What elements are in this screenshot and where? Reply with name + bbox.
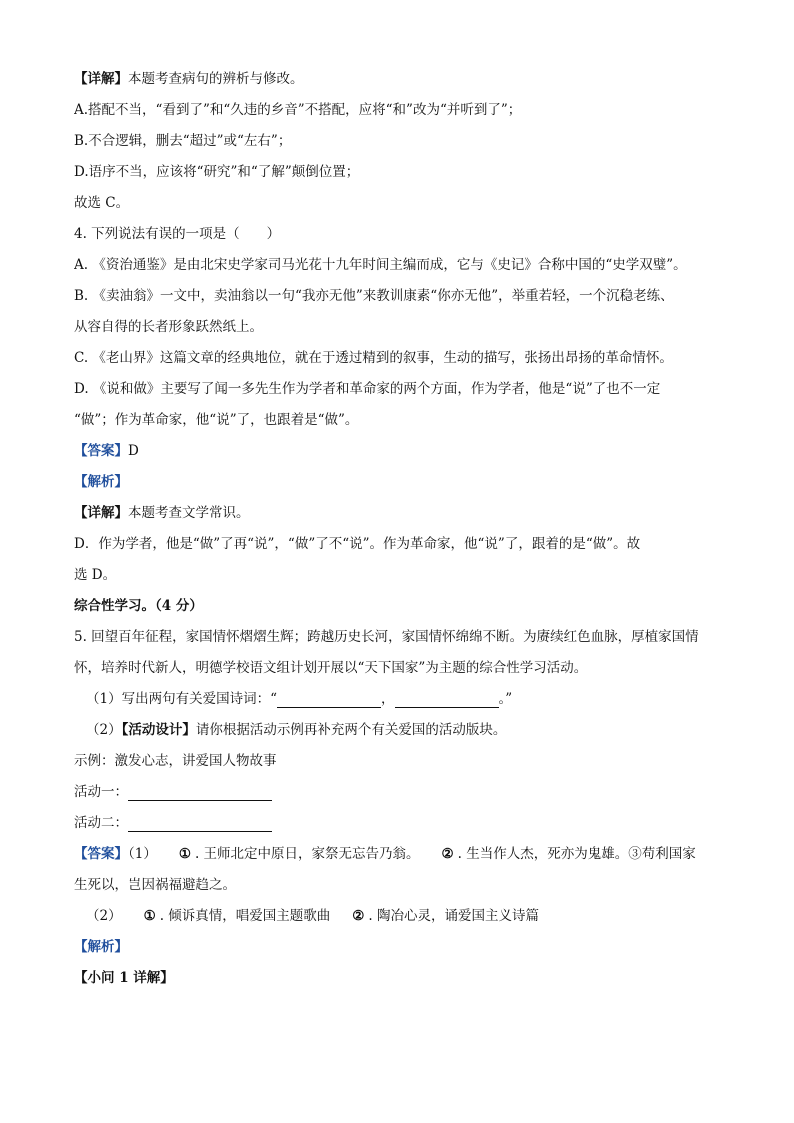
activity-1-blank[interactable] <box>128 784 272 801</box>
document-body <box>74 64 734 994</box>
circled-number: ② <box>441 846 454 862</box>
q4-answer: 【答案】D <box>74 443 139 459</box>
q4-detail: 【详解】本题考查文学常识。 <box>74 505 250 521</box>
q4-option-c: C. 《老山界》这篇文章的经典地位，就在于透过精到的叙事，生动的描写，张扬出昂扬的革命情怀。 <box>74 350 673 366</box>
choice-c: 故选 C。 <box>74 195 130 211</box>
explain-a: A.搭配不当，“看到了”和“久违的乡音”不搭配，应将“和”改为“并听到了”； <box>74 102 522 118</box>
q5-example: 示例：激发心志，讲爱国人物故事 <box>74 753 277 769</box>
sub-question-detail-tag: 【小问 1 详解】 <box>74 970 174 986</box>
explain-b: B.不合逻辑，删去“超过”或“左右”； <box>74 133 292 149</box>
q5-answer-2: （2） ① . 倾诉真情，唱爱国主题歌曲 ② . 陶冶心灵，诵爱国主义诗篇 <box>74 901 734 932</box>
q5-answer-cont: 生死以，岂因祸福避趋之。 <box>74 877 236 893</box>
question-5-cont: 怀，培养时代新人，明德学校语文组计划开展以“天下国家”为主题的综合性学习活动。 <box>74 660 588 676</box>
answer-blank-1[interactable] <box>277 691 381 708</box>
q4-option-b-cont: 从容自得的长者形象跃然纸上。 <box>74 319 263 335</box>
q4-analysis <box>74 467 734 498</box>
explain-d: D.语序不当，应该将“研究”和“了解”颠倒位置； <box>74 164 360 180</box>
q4-option-a: A. 《资治通鉴》是由北宋史学家司马光花十九年时间主编而成，它与《史记》合称中国的“史学双璧”。 <box>74 257 687 273</box>
detail-tag: 【详解】 <box>74 505 128 521</box>
analysis-tag: 【解析】 <box>74 474 128 490</box>
detail-line-1: 【详解】本题考查病句的辨析与修改。 <box>74 71 304 87</box>
q5-answer: 【答案】（1） ① . 王师北定中原日，家祭无忘告乃翁。 ② . 生当作人杰，死亦为鬼雄。③苟利国家 <box>74 839 734 870</box>
q4-option-d: D. 《说和做》主要写了闻一多先生作为学者和革命家的两个方面，作为学者，他是“说”了也不一定 <box>74 381 661 397</box>
q4-detail-text: D．作为学者，他是“做”了再“说”，“做”了不“说”。作为革命家，他“说”了，跟着的是“做”。故 <box>74 536 641 552</box>
analysis-tag: 【解析】 <box>74 939 128 955</box>
circled-number: ① <box>143 908 156 924</box>
circled-number: ② <box>352 908 365 924</box>
question-5: 5. 回望百年征程，家国情怀熠熠生辉；跨越历史长河，家国情怀绵绵不断。为赓续红色血脉，厚植家国情 <box>74 629 699 645</box>
q4-option-d-cont: “做”；作为革命家，他“说”了，也跟着是“做”。 <box>74 412 359 428</box>
activity-design-tag: 【活动设计】 <box>121 722 196 738</box>
answer-tag: 【答案】 <box>74 846 128 862</box>
q5-activity-1: 活动一： <box>74 777 734 808</box>
section-heading: 综合性学习。（4 分） <box>74 598 203 614</box>
q4-option-b: B. 《卖油翁》一文中，卖油翁以一句“我亦无他”来教训康素“你亦无他”，举重若轻，一个沉稳老练、 <box>74 288 674 304</box>
q4-detail-text-cont: 选 D。 <box>74 567 117 583</box>
q5-part-2: （2）【活动设计】请你根据活动示例再补充两个有关爱国的活动版块。 <box>86 722 507 738</box>
detail-tag: 【详解】 <box>74 71 128 87</box>
answer-blank-2[interactable] <box>395 691 499 708</box>
q5-sub1-detail <box>74 963 734 994</box>
q5-part-1: （1）写出两句有关爱国诗词：“ ， 。” <box>86 691 513 707</box>
q5-analysis <box>74 932 734 963</box>
question-4: 4. 下列说法有误的一项是（ ） <box>74 226 281 242</box>
circled-number: ① <box>178 846 191 862</box>
activity-2-blank[interactable] <box>128 815 272 832</box>
q5-activity-2: 活动二： <box>74 808 734 839</box>
answer-tag: 【答案】 <box>74 443 128 459</box>
